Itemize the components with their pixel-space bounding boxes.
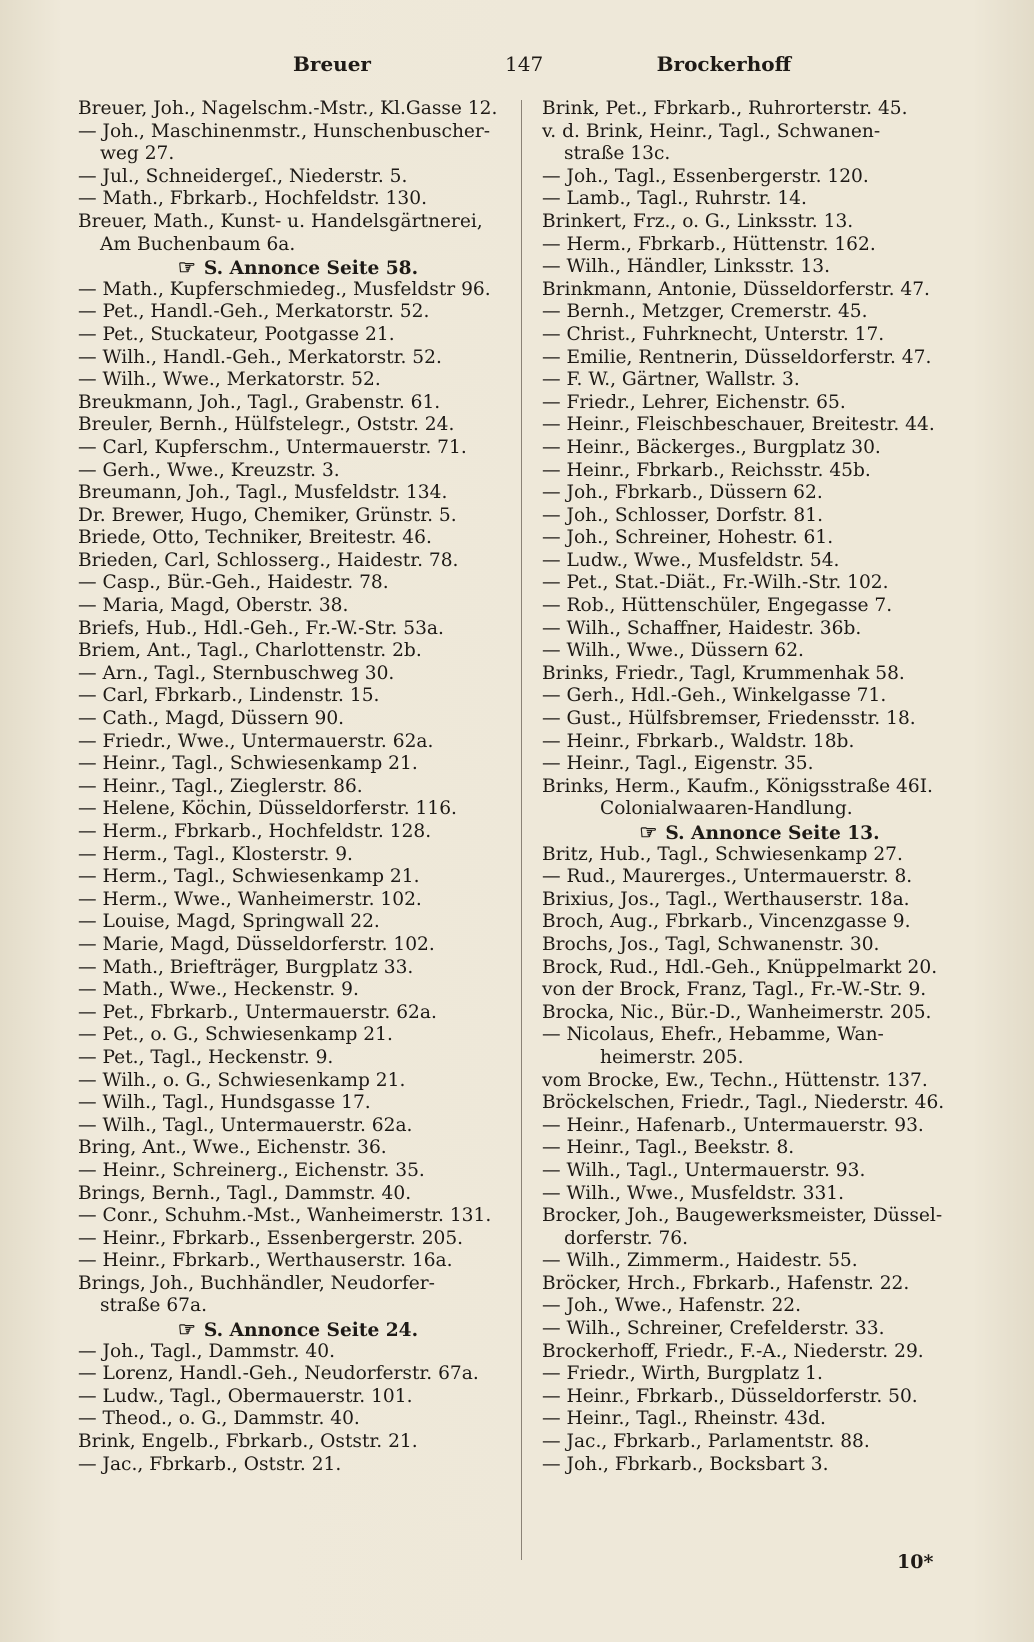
entry-text: Brink, Engelb., Fbrkarb., Oststr. 21. — [78, 1431, 418, 1453]
entry-text: Brings, Joh., Buchhändler, Neudorfer- — [78, 1272, 435, 1294]
entry-text: — Conr., Schuhm.-Mst., Wanheimerstr. 131. — [78, 1205, 492, 1227]
entry-text: Bring, Ant., Wwe., Eichenstr. 36. — [78, 1137, 387, 1159]
entry-text: von der Brock, Franz, Tagl., Fr.-W.-Str. 9. — [542, 979, 927, 1001]
entry-text: — Gerh., Wwe., Kreuzstr. 3. — [78, 459, 340, 481]
directory-entry — [542, 685, 977, 708]
directory-entry — [78, 211, 518, 234]
entry-text: — Nicolaus, Ehefr., Hebamme, Wan- — [542, 1024, 884, 1046]
entry-text: — Carl, Kupferschm., Untermauerstr. 71. — [78, 436, 467, 458]
directory-entry — [542, 957, 977, 980]
directory-entry — [542, 753, 977, 776]
directory-entry — [78, 957, 518, 980]
left-column — [78, 98, 518, 1476]
column-divider — [521, 100, 522, 1560]
directory-entry — [542, 618, 977, 641]
directory-entry — [78, 414, 518, 437]
entry-text: — Lamb., Tagl., Ruhrstr. 14. — [542, 188, 807, 210]
directory-entry — [78, 121, 518, 144]
directory-entry — [542, 279, 977, 302]
directory-entry — [542, 1295, 977, 1318]
entry-text: — Pet., Stuckateur, Pootgasse 21. — [78, 323, 395, 345]
entry-text: — Jul., Schneidergeſ., Niederstr. 5. — [78, 165, 408, 187]
pointing-hand-icon: ☞ — [177, 1317, 196, 1342]
entry-text: — Marie, Magd, Düsseldorferstr. 102. — [78, 933, 435, 955]
entry-text: — Joh., Wwe., Hafenstr. 22. — [542, 1295, 802, 1317]
annonce-reference — [78, 256, 518, 279]
directory-entry — [542, 731, 977, 754]
entry-text: — Wilh., Wwe., Düssern 62. — [542, 640, 804, 662]
entry-text: weg 27. — [100, 143, 175, 165]
entry-text: Brock, Rud., Hdl.-Geh., Knüppelmarkt 20. — [542, 956, 938, 978]
header-right-keyword: Brockerhoff — [656, 52, 791, 76]
directory-entry — [78, 572, 518, 595]
entry-text: Am Buchenbaum 6a. — [100, 233, 296, 255]
directory-entry — [78, 1205, 518, 1228]
directory-entry — [78, 1386, 518, 1409]
directory-entry — [78, 1273, 518, 1296]
entry-text: — Carl, Fbrkarb., Lindenstr. 15. — [78, 685, 380, 707]
entry-text: — Rob., Hüttenschüler, Engegasse 7. — [542, 595, 893, 617]
entry-text: — Lorenz, Handl.-Geh., Neudorferstr. 67a. — [78, 1363, 479, 1385]
directory-entry — [78, 911, 518, 934]
directory-entry — [542, 121, 977, 144]
entry-text: — Wilh., Händler, Linksstr. 13. — [542, 256, 831, 278]
directory-entry — [78, 708, 518, 731]
entry-text: — Wilh., Wwe., Merkatorstr. 52. — [78, 369, 381, 391]
directory-entry — [78, 279, 518, 302]
entry-text: Brixius, Jos., Tagl., Werthauserstr. 18a. — [542, 888, 910, 910]
directory-entry — [542, 369, 977, 392]
directory-entry — [78, 889, 518, 912]
entry-text: — Wilh., Handl.-Geh., Merkatorstr. 52. — [78, 346, 442, 368]
directory-entry — [78, 618, 518, 641]
directory-entry — [78, 505, 518, 528]
directory-entry — [542, 1431, 977, 1454]
page-number: 147 — [505, 52, 544, 76]
directory-entry — [78, 844, 518, 867]
entry-text: — Joh., Schlosser, Dorfstr. 81. — [542, 504, 824, 526]
entry-text: — Jac., Fbrkarb., Oststr. 21. — [78, 1453, 342, 1475]
directory-entry — [542, 1273, 977, 1296]
entry-text: dorferstr. 76. — [564, 1227, 689, 1249]
entry-text: straße 13c. — [564, 143, 671, 165]
entry-text: Brieden, Carl, Schlosserg., Haidestr. 78. — [78, 549, 459, 571]
directory-entry — [78, 866, 518, 889]
entry-text: — Wilh., Schaffner, Haidestr. 36b. — [542, 617, 862, 639]
entry-text: — Joh., Tagl., Essenbergerstr. 120. — [542, 165, 869, 187]
directory-entry — [78, 460, 518, 483]
entry-text: — Joh., Maschinenmstr., Hunschenbuscher- — [78, 120, 491, 142]
directory-entry — [78, 143, 518, 166]
entry-text: S. Annonce Seite 58. — [203, 258, 419, 280]
directory-entry — [78, 1024, 518, 1047]
directory-entry — [542, 527, 977, 550]
entry-text: — F. W., Gärtner, Wallstr. 3. — [542, 369, 800, 391]
entry-text: — Friedr., Wirth, Burgplatz 1. — [542, 1363, 823, 1385]
entry-text: Broch, Aug., Fbrkarb., Vincenzgasse 9. — [542, 911, 911, 933]
directory-entry — [542, 1092, 977, 1115]
directory-entry — [542, 1363, 977, 1386]
directory-entry — [78, 595, 518, 618]
entry-text: vom Brocke, Ew., Techn., Hüttenstr. 137. — [542, 1069, 928, 1091]
entry-text: — Gust., Hülfsbremser, Friedensstr. 18. — [542, 708, 916, 730]
directory-entry — [542, 640, 977, 663]
directory-entry — [78, 166, 518, 189]
entry-text: Brinks, Herm., Kaufm., Königsstraße 46I. — [542, 775, 933, 797]
directory-entry — [542, 1228, 977, 1251]
directory-entry — [542, 1070, 977, 1093]
directory-entry — [78, 1070, 518, 1093]
directory-entry — [542, 866, 977, 889]
entry-text: — Heinr., Tagl., Zieglerstr. 86. — [78, 775, 363, 797]
directory-entry — [78, 324, 518, 347]
entry-text: — Heinr., Fleischbeschauer, Breitestr. 44. — [542, 414, 935, 436]
directory-entry — [78, 1408, 518, 1431]
entry-text: — Heinr., Fbrkarb., Waldstr. 18b. — [542, 730, 855, 752]
directory-entry — [78, 1363, 518, 1386]
entry-text: Breukmann, Joh., Tagl., Grabenstr. 61. — [78, 391, 441, 413]
entry-text: — Wilh., o. G., Schwiesenkamp 21. — [78, 1069, 406, 1091]
entry-text: Breumann, Joh., Tagl., Musfeldstr. 134. — [78, 482, 448, 504]
header-left-keyword: Breuer — [293, 52, 371, 76]
directory-entry — [542, 1160, 977, 1183]
entry-text: — Arn., Tagl., Sternbuschweg 30. — [78, 662, 395, 684]
entry-text: — Herm., Tagl., Schwiesenkamp 21. — [78, 866, 420, 888]
entry-text: straße 67a. — [100, 1295, 207, 1317]
entry-text: Briefs, Hub., Hdl.-Geh., Fr.-W.-Str. 53a. — [78, 617, 444, 639]
directory-entry — [542, 1341, 977, 1364]
directory-entry — [542, 1024, 977, 1047]
directory-entry — [542, 188, 977, 211]
entry-text: Brockerhoff, Friedr., F.-A., Niederstr. 29. — [542, 1340, 924, 1362]
entry-text: — Heinr., Fbrkarb., Düsseldorferstr. 50. — [542, 1385, 918, 1407]
directory-entry — [78, 482, 518, 505]
entry-text: Brinkert, Frz., o. G., Linksstr. 13. — [542, 210, 854, 232]
entry-text: — Joh., Tagl., Dammstr. 40. — [78, 1340, 335, 1362]
directory-entry — [78, 1341, 518, 1364]
directory-entry — [542, 234, 977, 257]
entry-text: — Ludw., Tagl., Obermauerstr. 101. — [78, 1385, 413, 1407]
entry-text: Brink, Pet., Fbrkarb., Ruhrorterstr. 45. — [542, 98, 908, 119]
entry-text: — Wilh., Tagl., Untermauerstr. 62a. — [78, 1114, 413, 1136]
entry-text: — Heinr., Tagl., Rheinstr. 43d. — [542, 1408, 826, 1430]
entry-text: — Rud., Maurerges., Untermauerstr. 8. — [542, 866, 913, 888]
entry-text: — Heinr., Tagl., Eigenstr. 35. — [542, 753, 814, 775]
entry-text: v. d. Brink, Heinr., Tagl., Schwanen- — [542, 120, 881, 142]
signature-mark: 10* — [897, 1551, 934, 1573]
entry-text: Bröcker, Hrch., Fbrkarb., Hafenstr. 22. — [542, 1272, 910, 1294]
directory-entry — [78, 776, 518, 799]
directory-entry — [542, 934, 977, 957]
directory-entry — [78, 1047, 518, 1070]
directory-entry — [542, 437, 977, 460]
directory-entry — [78, 527, 518, 550]
entry-text: — Joh., Fbrkarb., Düssern 62. — [542, 482, 823, 504]
directory-entry — [78, 1137, 518, 1160]
entry-text: — Wilh., Tagl., Untermauerstr. 93. — [542, 1159, 866, 1181]
directory-entry — [78, 1160, 518, 1183]
directory-entry — [78, 1092, 518, 1115]
entry-text: — Cath., Magd, Düssern 90. — [78, 708, 345, 730]
directory-entry — [78, 979, 518, 1002]
entry-text: — Casp., Bür.-Geh., Haidestr. 78. — [78, 572, 389, 594]
entry-text: — Christ., Fuhrknecht, Unterstr. 17. — [542, 323, 885, 345]
entry-text: — Heinr., Bäckerges., Burgplatz 30. — [542, 436, 881, 458]
directory-entry — [542, 776, 977, 799]
annonce-reference — [78, 1318, 518, 1341]
directory-entry — [78, 753, 518, 776]
directory-entry — [542, 572, 977, 595]
entry-text: Brings, Bernh., Tagl., Dammstr. 40. — [78, 1182, 412, 1204]
directory-entry — [542, 1408, 977, 1431]
entry-text: — Heinr., Fbrkarb., Werthauserstr. 16a. — [78, 1250, 453, 1272]
entry-text: — Herm., Wwe., Wanheimerstr. 102. — [78, 888, 422, 910]
entry-text: S. Annonce Seite 24. — [203, 1320, 419, 1342]
entry-text: heimerstr. 205. — [600, 1046, 744, 1068]
entry-text: — Pet., o. G., Schwiesenkamp 21. — [78, 1024, 393, 1046]
directory-entry — [78, 347, 518, 370]
entry-text: — Pet., Stat.-Diät., Fr.-Wilh.-Str. 102. — [542, 572, 889, 594]
directory-entry — [542, 844, 977, 867]
directory-entry — [78, 301, 518, 324]
directory-entry — [542, 347, 977, 370]
directory-entry — [542, 1454, 977, 1477]
right-column — [542, 98, 977, 1476]
directory-entry — [542, 798, 977, 821]
entry-text: Brochs, Jos., Tagl, Schwanenstr. 30. — [542, 933, 880, 955]
directory-entry — [542, 550, 977, 573]
directory-entry — [542, 1183, 977, 1206]
directory-entry — [78, 98, 518, 121]
entry-text: — Friedr., Wwe., Untermauerstr. 62a. — [78, 730, 434, 752]
directory-entry — [542, 708, 977, 731]
entry-text: — Maria, Magd, Oberstr. 38. — [78, 595, 349, 617]
entry-text: Bröckelschen, Friedr., Tagl., Niederstr. 46. — [542, 1092, 945, 1114]
directory-entry — [542, 166, 977, 189]
directory-entry — [542, 1115, 977, 1138]
entry-text: — Louise, Magd, Springwall 22. — [78, 911, 380, 933]
directory-entry — [78, 369, 518, 392]
directory-entry — [542, 392, 977, 415]
directory-entry — [78, 234, 518, 257]
entry-text: — Joh., Schreiner, Hohestr. 61. — [542, 527, 834, 549]
entry-text: — Herm., Fbrkarb., Hochfeldstr. 128. — [78, 821, 432, 842]
directory-entry — [542, 1205, 977, 1228]
entry-text: — Pet., Tagl., Heckenstr. 9. — [78, 1046, 334, 1068]
entry-text: — Heinr., Fbrkarb., Essenbergerstr. 205. — [78, 1227, 464, 1249]
directory-entry — [542, 414, 977, 437]
directory-entry — [542, 301, 977, 324]
directory-entry — [542, 663, 977, 686]
entry-text: — Helene, Köchin, Düsseldorferstr. 116. — [78, 798, 457, 820]
directory-entry — [78, 685, 518, 708]
directory-entry — [78, 437, 518, 460]
entry-text: — Heinr., Tagl., Beekstr. 8. — [542, 1137, 795, 1159]
entry-text: Briede, Otto, Techniker, Breitestr. 46. — [78, 527, 432, 549]
entry-text: Brocker, Joh., Baugewerksmeister, Düssel- — [542, 1205, 943, 1227]
directory-entry — [78, 1454, 518, 1477]
entry-text: — Herm., Fbrkarb., Hüttenstr. 162. — [542, 233, 876, 255]
directory-entry — [542, 889, 977, 912]
entry-text: — Wilh., Zimmerm., Haidestr. 55. — [542, 1250, 858, 1272]
entry-text: Breuer, Joh., Nagelschm.-Mstr., Kl.Gasse 12. — [78, 98, 498, 119]
directory-entry — [542, 143, 977, 166]
directory-entry — [542, 98, 977, 121]
entry-text: — Wilh., Wwe., Musfeldstr. 331. — [542, 1182, 845, 1204]
entry-text: — Emilie, Rentnerin, Düsseldorferstr. 47. — [542, 346, 932, 368]
entry-text: Brinks, Friedr., Tagl, Krummenhak 58. — [542, 662, 905, 684]
directory-entry — [78, 1431, 518, 1454]
pointing-hand-icon: ☞ — [177, 255, 196, 280]
directory-entry — [542, 256, 977, 279]
entry-text: Briem, Ant., Tagl., Charlottenstr. 2b. — [78, 640, 422, 662]
entry-text: Brocka, Nic., Bür.-D., Wanheimerstr. 205. — [542, 1001, 932, 1023]
entry-text: — Friedr., Lehrer, Eichenstr. 65. — [542, 391, 846, 413]
directory-entry — [78, 550, 518, 573]
annonce-reference — [542, 821, 977, 844]
directory-entry — [78, 188, 518, 211]
entry-text: — Heinr., Tagl., Schwiesenkamp 21. — [78, 753, 418, 775]
directory-entry — [78, 1295, 518, 1318]
entry-text: — Bernh., Metzger, Cremerstr. 45. — [542, 301, 868, 323]
directory-entry — [78, 821, 518, 844]
entry-text: Dr. Brewer, Hugo, Chemiker, Grünstr. 5. — [78, 504, 457, 526]
page-header — [78, 52, 791, 84]
entry-text: — Theod., o. G., Dammstr. 40. — [78, 1408, 360, 1430]
entry-text: — Pet., Handl.-Geh., Merkatorstr. 52. — [78, 301, 430, 323]
directory-entry — [78, 798, 518, 821]
directory-entry — [78, 663, 518, 686]
entry-text: — Math., Kupferschmiedeg., Musfeldstr 96. — [78, 278, 491, 300]
entry-text: Brinkmann, Antonie, Düsseldorferstr. 47. — [542, 278, 930, 300]
directory-entry — [542, 324, 977, 347]
entry-text: S. Annonce Seite 13. — [665, 823, 880, 844]
entry-text: — Wilh., Schreiner, Crefelderstr. 33. — [542, 1318, 885, 1340]
entry-text: — Joh., Fbrkarb., Bocksbart 3. — [542, 1453, 829, 1475]
directory-entry — [542, 1250, 977, 1273]
directory-entry — [78, 1228, 518, 1251]
directory-entry — [78, 934, 518, 957]
directory-entry — [542, 1047, 977, 1070]
directory-entry — [542, 911, 977, 934]
entry-text: Britz, Hub., Tagl., Schwiesenkamp 27. — [542, 843, 903, 865]
directory-entry — [542, 505, 977, 528]
directory-entry — [78, 1250, 518, 1273]
directory-entry — [542, 1137, 977, 1160]
directory-entry — [78, 1183, 518, 1206]
entry-text: — Gerh., Hdl.-Geh., Winkelgasse 71. — [542, 685, 887, 707]
entry-text: — Herm., Tagl., Klosterstr. 9. — [78, 843, 353, 865]
directory-entry — [542, 1386, 977, 1409]
directory-entry — [78, 392, 518, 415]
entry-text: — Heinr., Schreinerg., Eichenstr. 35. — [78, 1159, 425, 1181]
directory-entry — [78, 731, 518, 754]
entry-text: — Ludw., Wwe., Musfeldstr. 54. — [542, 549, 840, 571]
directory-entry — [78, 640, 518, 663]
entry-text: — Math., Briefträger, Burgplatz 33. — [78, 956, 414, 978]
directory-entry — [542, 211, 977, 234]
pointing-hand-icon: ☞ — [639, 820, 658, 844]
entry-text: — Math., Wwe., Heckenstr. 9. — [78, 979, 359, 1001]
entry-text: — Heinr., Hafenarb., Untermauerstr. 93. — [542, 1114, 924, 1136]
entry-text: — Jac., Fbrkarb., Parlamentstr. 88. — [542, 1431, 870, 1453]
directory-entry — [542, 595, 977, 618]
entry-text: — Pet., Fbrkarb., Untermauerstr. 62a. — [78, 1001, 437, 1023]
entry-text: — Heinr., Fbrkarb., Reichsstr. 45b. — [542, 459, 871, 481]
directory-entry — [542, 1318, 977, 1341]
directory-entry — [78, 1115, 518, 1138]
directory-entry — [542, 1002, 977, 1025]
directory-entry — [78, 1002, 518, 1025]
entry-text: Breuler, Bernh., Hülfstelegr., Oststr. 24. — [78, 414, 455, 436]
entry-text: Colonialwaaren-Handlung. — [600, 798, 853, 820]
directory-entry — [542, 482, 977, 505]
directory-entry — [542, 460, 977, 483]
entry-text: — Wilh., Tagl., Hundsgasse 17. — [78, 1092, 371, 1114]
directory-entry — [542, 979, 977, 1002]
entry-text: Breuer, Math., Kunst- u. Handelsgärtnerei, — [78, 210, 483, 232]
entry-text: — Math., Fbrkarb., Hochfeldstr. 130. — [78, 188, 427, 210]
